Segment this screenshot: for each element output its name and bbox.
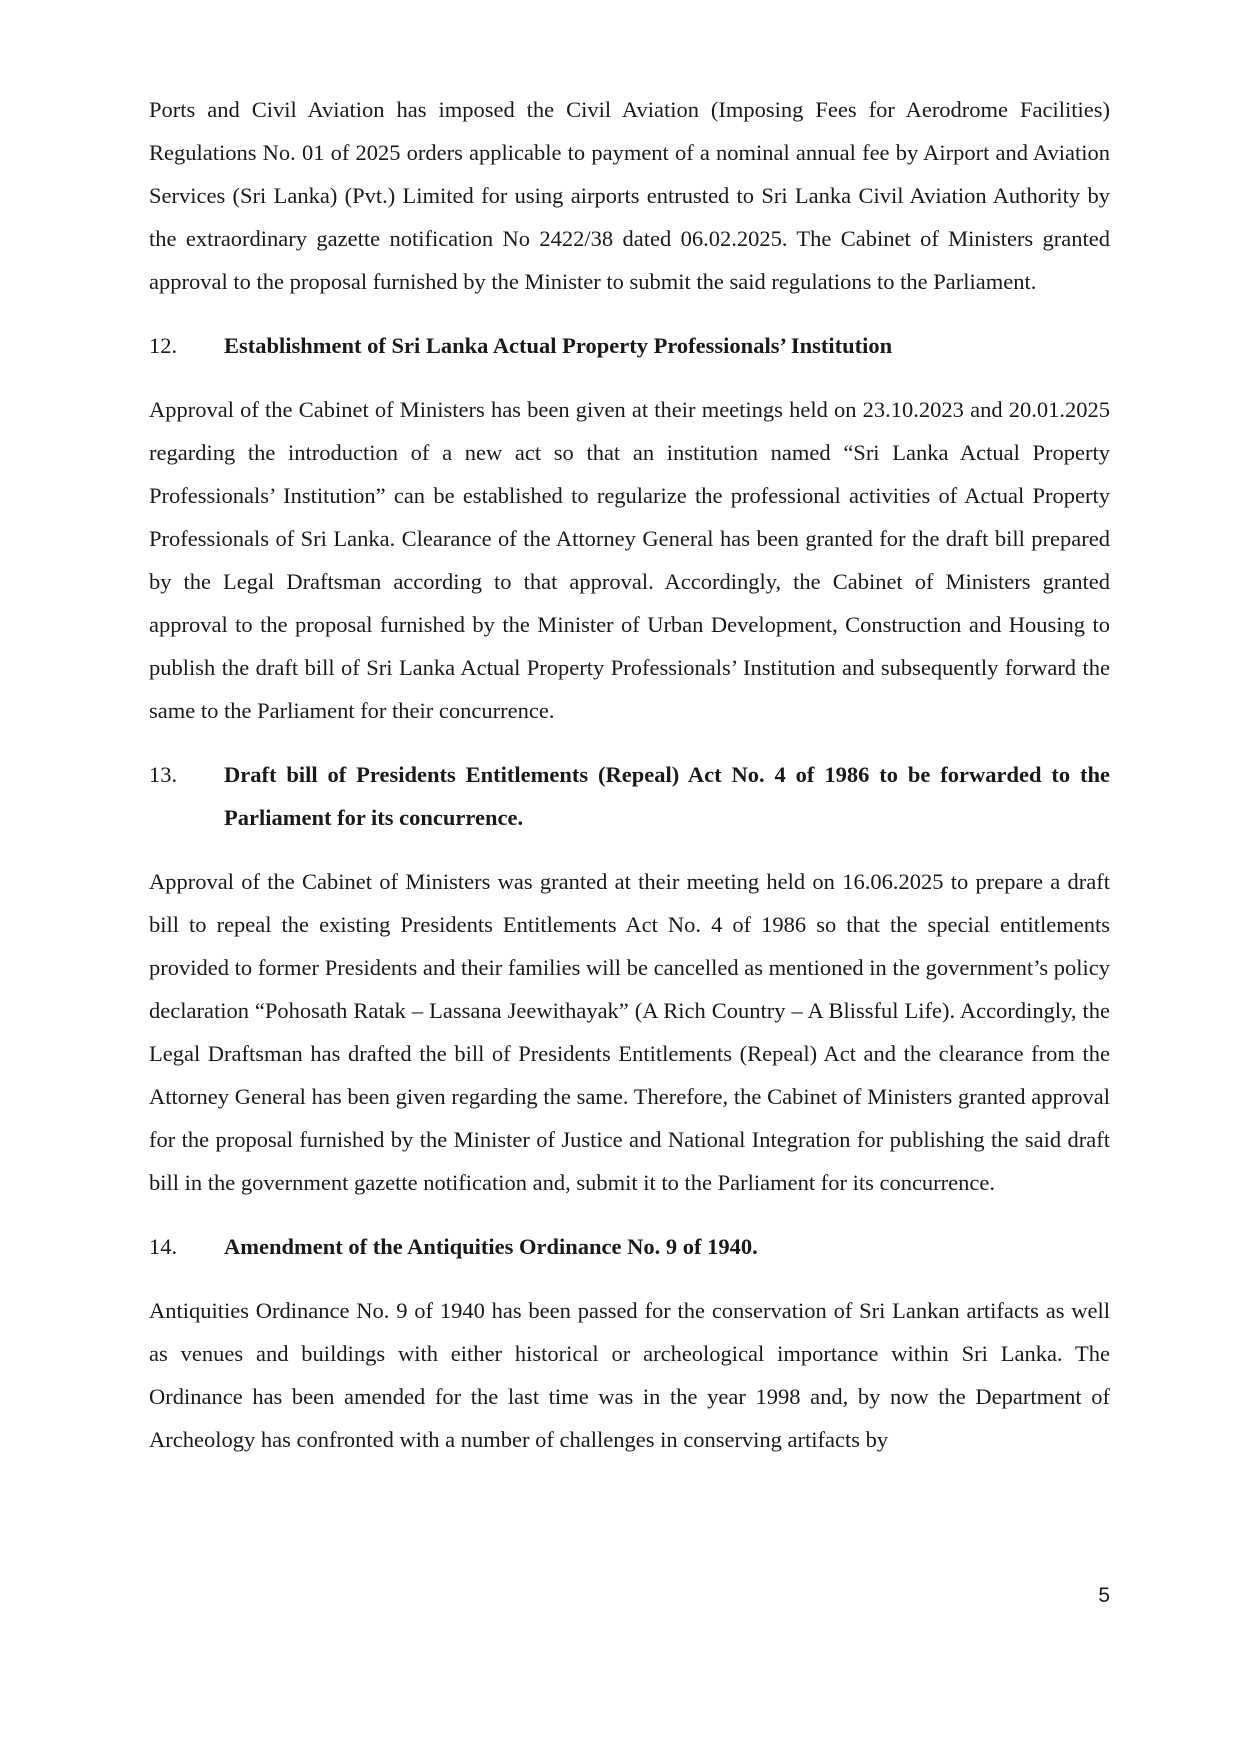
section-title: Amendment of the Antiquities Ordinance No. 9 of 1940.	[224, 1234, 758, 1259]
spacer	[149, 1268, 1110, 1289]
section-heading-14	[149, 1225, 1110, 1268]
section-number: 13.	[149, 762, 178, 787]
page-number: 5	[1098, 1584, 1110, 1607]
document-page	[149, 88, 1110, 1461]
spacer	[149, 367, 1110, 388]
section-number: 14.	[149, 1234, 178, 1259]
section-body-12: Approval of the Cabinet of Ministers has been given at their meetings held on 23.10.2023 and 20.01.2025 regarding the introduction of a new act so that an institution named “Sri Lanka Actual Property Professionals’ Institution” can be established to regularize the professional activities of Actual Property Professionals of Sri Lanka. Clearance of the Attorney General has been granted for the draft bill prepared by the Legal Draftsman according to that approval. Accordingly, the Cabinet of Ministers granted approval to the proposal furnished by the Minister of Urban Development, Construction and Housing to publish the draft bill of Sri Lanka Actual Property Professionals’ Institution and subsequently forward the same to the Parliament for their concurrence.	[149, 397, 1110, 723]
section-title: Establishment of Sri Lanka Actual Property Professionals’ Institution	[224, 333, 893, 358]
section-title: Draft bill of Presidents Entitlements (Repeal) Act No. 4 of 1986 to be forwarded to the Parliament for its concurrence.	[224, 762, 1110, 830]
spacer	[149, 839, 1110, 860]
spacer	[149, 303, 1110, 324]
spacer	[149, 1204, 1110, 1225]
section-body-13: Approval of the Cabinet of Ministers was granted at their meeting held on 16.06.2025 to prepare a draft bill to repeal the existing Presidents Entitlements Act No. 4 of 1986 so that the special entitlements provided to former Presidents and their families will be cancelled as mentioned in the government’s policy declaration “Pohosath Ratak – Lassana Jeewithayak” (A Rich Country – A Blissful Life). Accordingly, the Legal Draftsman has drafted the bill of Presidents Entitlements (Repeal) Act and the clearance from the Attorney General has been given regarding the same. Therefore, the Cabinet of Ministers granted approval for the proposal furnished by the Minister of Justice and National Integration for publishing the said draft bill in the government gazette notification and, submit it to the Parliament for its concurrence.	[149, 869, 1110, 1195]
section-heading-13	[149, 753, 1110, 839]
section-heading-12	[149, 324, 1110, 367]
section-body-14: Antiquities Ordinance No. 9 of 1940 has been passed for the conservation of Sri Lankan artifacts as well as venues and buildings with either historical or archeological importance within Sri Lanka. The Ordinance has been amended for the last time was in the year 1998 and, by now the Department of Archeology has confronted with a number of challenges in conserving artifacts by	[149, 1298, 1110, 1452]
spacer	[149, 732, 1110, 753]
intro-paragraph: Ports and Civil Aviation has imposed the Civil Aviation (Imposing Fees for Aerodrome Facilities) Regulations No. 01 of 2025 orders applicable to payment of a nominal annual fee by Airport and Aviation Services (Sri Lanka) (Pvt.) Limited for using airports entrusted to Sri Lanka Civil Aviation Authority by the extraordinary gazette notification No 2422/38 dated 06.02.2025. The Cabinet of Ministers granted approval to the proposal furnished by the Minister to submit the said regulations to the Parliament.	[149, 97, 1110, 294]
section-number: 12.	[149, 333, 178, 358]
